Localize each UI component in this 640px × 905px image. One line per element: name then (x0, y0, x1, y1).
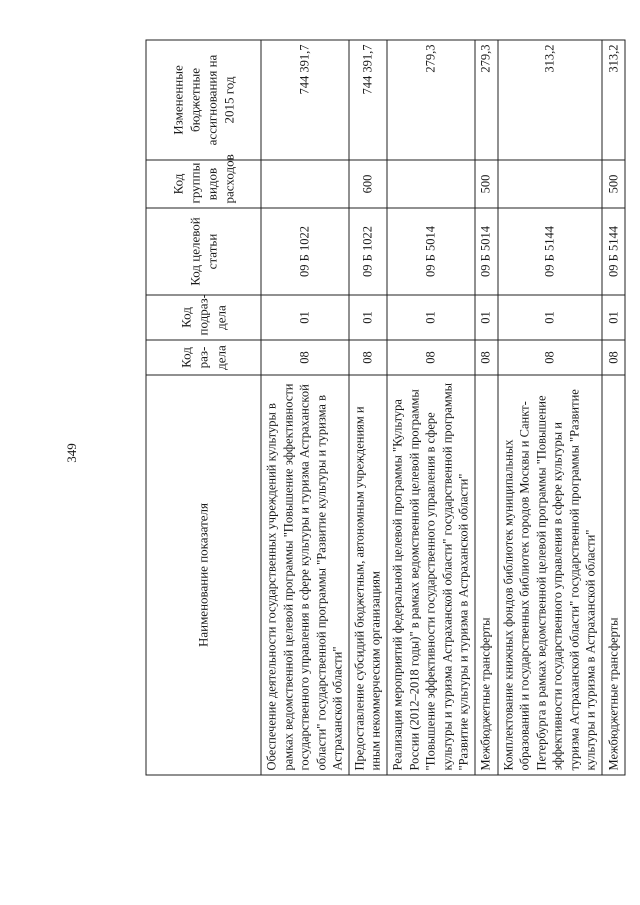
row-razdel: 08 (602, 340, 625, 375)
budget-table-container (145, 40, 625, 775)
row-amount: 744 391,7 (261, 40, 349, 160)
header-vr: Код группы видов расходов (146, 160, 261, 208)
header-razdel: Код раз-дела (146, 340, 261, 375)
row-podrazdel: 01 (348, 295, 386, 340)
table-header-row (146, 40, 261, 775)
row-razdel: 08 (261, 340, 349, 375)
row-csr: 09 Б 5144 (497, 208, 601, 295)
header-name: Наименование показателя (146, 375, 261, 775)
row-podrazdel: 01 (386, 295, 474, 340)
table-row (497, 40, 601, 775)
row-podrazdel: 01 (602, 295, 625, 340)
table-row (474, 40, 497, 775)
header-amount: Измененные бюджетные ассигнования на 2015 год (146, 40, 261, 160)
row-amount: 313,2 (497, 40, 601, 160)
row-podrazdel: 01 (497, 295, 601, 340)
table-row (602, 40, 625, 775)
row-podrazdel: 01 (474, 295, 497, 340)
row-vr: 500 (474, 160, 497, 208)
table-row (348, 40, 386, 775)
row-vr (497, 160, 601, 208)
row-podrazdel: 01 (261, 295, 349, 340)
row-razdel: 08 (474, 340, 497, 375)
row-csr: 09 Б 5014 (386, 208, 474, 295)
row-vr: 500 (602, 160, 625, 208)
row-amount: 744 391,7 (348, 40, 386, 160)
row-razdel: 08 (386, 340, 474, 375)
row-name: Межбюджетные трансферты (474, 375, 497, 775)
row-vr (386, 160, 474, 208)
row-name: Комплектование книжных фондов библиотек муниципальных образований и государственных библиотек городов Москвы и Санкт-Петербурга в рамках ведомственной целевой программы "Повышение эффективности государственного управления в сфере культуры и туризма Астраханской области" государственной программы "Развитие культуры и туризма в Астраханской области" (497, 375, 601, 775)
row-amount: 279,3 (474, 40, 497, 160)
row-name: Межбюджетные трансферты (602, 375, 625, 775)
row-name: Реализация мероприятий федеральной целевой программы "Культура России (2012–2018 годы)" в рамках ведомственной целевой программы "Повышение эффективности государственного управления в сфере культуры и туризма Астраханской области" государственной программы "Развитие культуры и туризма в Астраханской области" (386, 375, 474, 775)
row-name: Предоставление субсидий бюджетным, автономным учреждениям и иным некоммерческим организациям (348, 375, 386, 775)
row-csr: 09 Б 1022 (348, 208, 386, 295)
row-csr: 09 Б 1022 (261, 208, 349, 295)
row-vr: 600 (348, 160, 386, 208)
row-vr (261, 160, 349, 208)
table-row (386, 40, 474, 775)
row-csr: 09 Б 5144 (602, 208, 625, 295)
row-name: Обеспечение деятельности государственных учреждений культуры в рамках ведомственной целевой программы "Повышение эффективности государственного управления в сфере культуры и туризма Астраханской области" государственной программы "Развитие культуры и туризма в Астраханской области" (261, 375, 349, 775)
row-csr: 09 Б 5014 (474, 208, 497, 295)
page-number: 349 (63, 443, 79, 463)
header-csr: Код целевой статьи (146, 208, 261, 295)
row-amount: 279,3 (386, 40, 474, 160)
row-amount: 313,2 (602, 40, 625, 160)
row-razdel: 08 (348, 340, 386, 375)
header-podrazdel: Код подраз-дела (146, 295, 261, 340)
budget-table (145, 39, 625, 775)
row-razdel: 08 (497, 340, 601, 375)
table-row (261, 40, 349, 775)
